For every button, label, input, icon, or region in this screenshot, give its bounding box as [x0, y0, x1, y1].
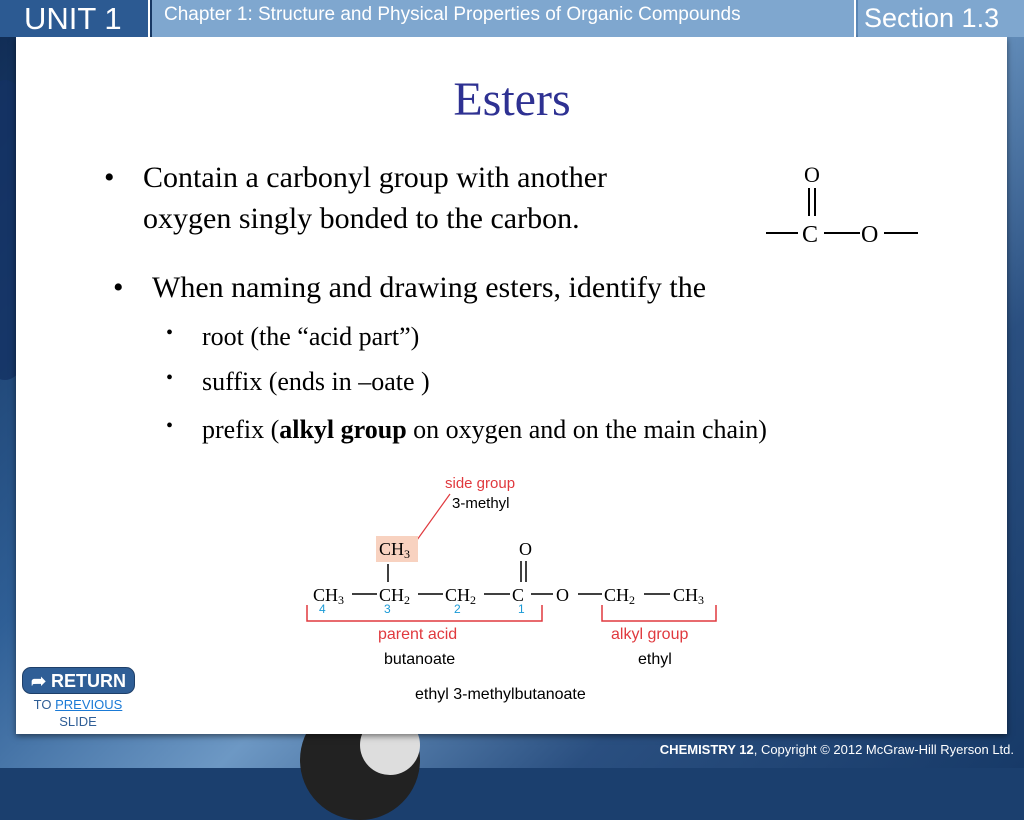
sub-bullet-prefix-text: prefix (alkyl group on oxygen and on the main chain)	[202, 415, 767, 444]
ester-naming-diagram	[300, 468, 730, 708]
unit-label: UNIT 1	[0, 0, 150, 37]
return-arrow-icon: ➦	[30, 671, 47, 691]
bullet-dot: •	[113, 271, 124, 304]
previous-slide-link[interactable]: PREVIOUS	[55, 697, 123, 712]
side-ch3: CH3	[379, 539, 411, 561]
carbonyl-c: C	[512, 585, 525, 605]
atom-c: C	[802, 222, 819, 248]
return-button-label: RETURN	[51, 671, 127, 691]
ethyl-ch3: CH3	[673, 585, 705, 607]
side-group-label: side group	[445, 475, 516, 492]
return-caption-slide: SLIDE	[59, 714, 97, 729]
footer-copyright-text: , Copyright © 2012 McGraw-Hill Ryerson Ltd.	[753, 742, 1014, 757]
parent-acid-bracket	[307, 605, 542, 621]
carbon-number-1: 1	[518, 602, 525, 616]
sub-bullet-root-text: root (the “acid part”)	[202, 322, 420, 351]
ester-functional-group	[760, 158, 930, 250]
chapter-title: Chapter 1: Structure and Physical Properties of Organic Compounds	[152, 0, 856, 37]
ester-o: O	[556, 585, 569, 605]
section-label: Section 1.3	[858, 0, 1024, 37]
bullet-naming-text: When naming and drawing esters, identify the	[152, 271, 707, 304]
parent-acid-label: parent acid	[378, 626, 458, 643]
parent-acid-name: butanoate	[384, 651, 456, 668]
pointer-line	[417, 494, 450, 540]
return-caption	[20, 696, 136, 730]
bullet-dot: •	[104, 161, 115, 194]
ester-full-name: ethyl 3-methylbutanoate	[415, 686, 586, 703]
chain-ch2-b: CH2	[445, 585, 477, 607]
footer-copyright	[660, 742, 1014, 757]
bullet-carbonyl-text: Contain a carbonyl group with another oxygen singly bonded to the carbon.	[143, 161, 608, 235]
bullet-dot: •	[166, 322, 174, 344]
carbon-number-4: 4	[319, 602, 326, 616]
sub-bullet-suffix-text: suffix (ends in –oate )	[202, 367, 430, 396]
carbon-number-2: 2	[454, 602, 461, 616]
alkyl-group-label: alkyl group	[611, 626, 689, 643]
chain-ch3: CH3	[313, 585, 345, 607]
side-group-name: 3-methyl	[452, 495, 510, 512]
carbon-number-3: 3	[384, 602, 391, 616]
atom-o-carbonyl: O	[804, 162, 820, 187]
bullet-dot: •	[166, 415, 174, 437]
chain-ch2-a: CH2	[379, 585, 411, 607]
ethyl-ch2: CH2	[604, 585, 636, 607]
alkyl-group-bracket	[602, 605, 716, 621]
page-title: Esters	[453, 73, 571, 126]
return-button[interactable]	[22, 667, 135, 694]
bullet-dot: •	[166, 367, 174, 389]
atom-o: O	[861, 222, 879, 248]
header-bar	[0, 0, 1024, 37]
footer-course: CHEMISTRY 12	[659, 742, 754, 757]
alkyl-group-name: ethyl	[638, 651, 672, 668]
return-caption-to: TO	[33, 697, 52, 712]
atom-o-carbonyl: O	[519, 539, 532, 559]
